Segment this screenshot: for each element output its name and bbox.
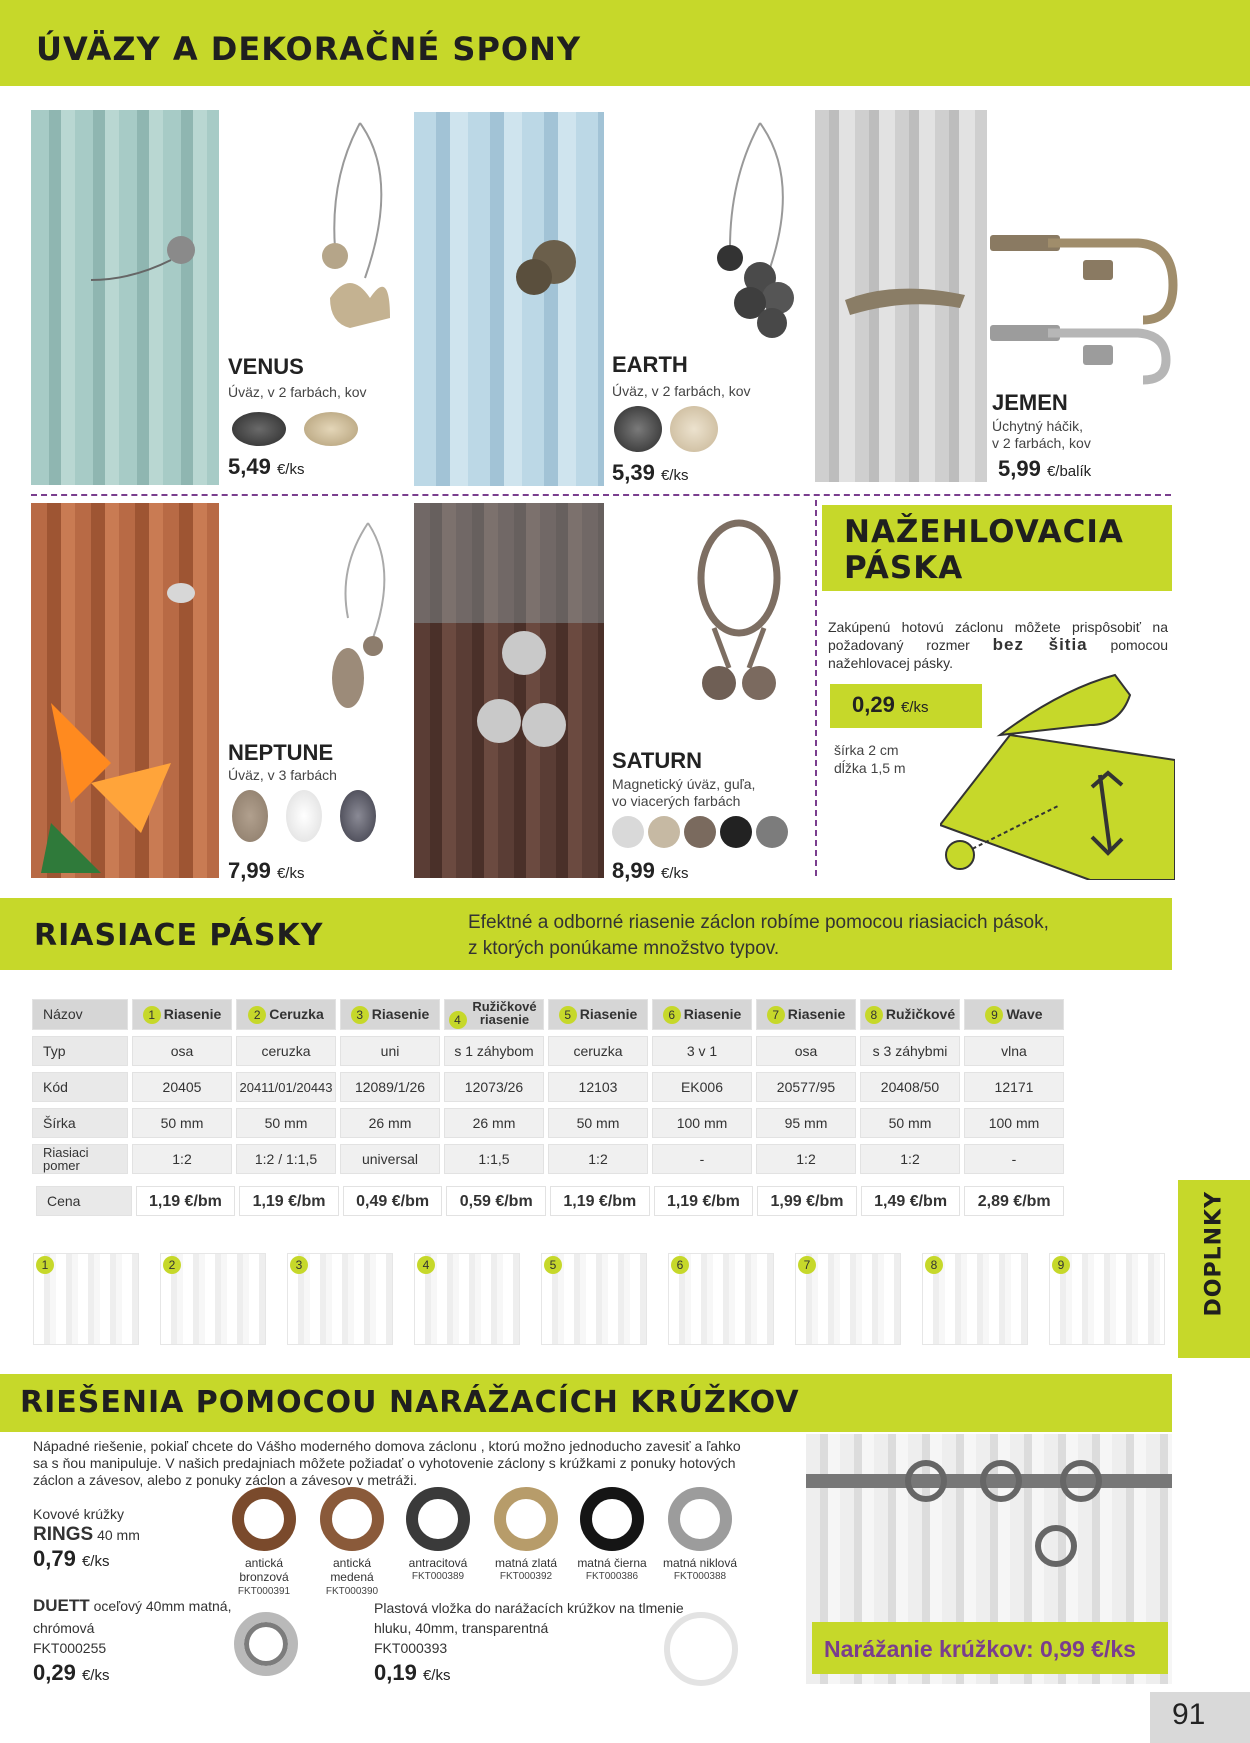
tape-sample-6: 6 — [668, 1253, 774, 1345]
saturn-swatch-2 — [648, 816, 680, 848]
table-cell: uni — [340, 1036, 440, 1066]
tape-name-5: 5 Riasenie — [548, 999, 648, 1030]
table-cell: 20405 — [132, 1072, 232, 1102]
tape-name-6: 6 Riasenie — [652, 999, 752, 1030]
table-cell: 50 mm — [132, 1108, 232, 1138]
table-cell: 1:2 — [756, 1144, 856, 1174]
tape-sample-3: 3 — [287, 1253, 393, 1345]
tapes-intro-2: z ktorých ponúkame množstvo typov. — [468, 938, 780, 959]
table-cell: 12103 — [548, 1072, 648, 1102]
divider-row1 — [31, 494, 1171, 496]
earth-swatch-dark — [614, 406, 662, 452]
table-row-names — [32, 999, 1064, 1030]
table-cell: 1:2 — [548, 1144, 648, 1174]
table-cell: vlna — [964, 1036, 1064, 1066]
duett-desc-2: chrómová — [33, 1620, 95, 1636]
venus-price: 5,49 €/ks — [228, 454, 305, 479]
row-label: Typ — [32, 1036, 128, 1066]
earth-desc: Úväz, v 2 farbách, kov — [612, 383, 751, 399]
venus-tieback-image — [290, 118, 410, 338]
venus-swatch-dark — [232, 412, 286, 446]
duett-name: DUETT oceľový 40mm matná, — [33, 1596, 232, 1615]
saturn-price: 8,99 €/ks — [612, 858, 689, 883]
ring-copper — [320, 1487, 384, 1551]
table-cell: s 3 záhybmi — [860, 1036, 960, 1066]
saturn-name: SATURN — [612, 748, 703, 773]
earth-curtain-photo — [414, 112, 604, 486]
table-cell: 20408/50 — [860, 1072, 960, 1102]
page-title: ÚVÄZY A DEKORAČNÉ SPONY — [36, 30, 582, 68]
earth-swatch-gold — [670, 406, 718, 452]
table-row-types — [32, 1036, 1064, 1066]
table-cell: 3 v 1 — [652, 1036, 752, 1066]
table-cell: 12171 — [964, 1072, 1064, 1102]
table-cell: 26 mm — [444, 1108, 544, 1138]
venus-curtain-photo — [31, 110, 219, 485]
row-label: Riasiaci pomer — [32, 1144, 128, 1174]
duett-price: 0,29 €/ks — [33, 1660, 110, 1685]
tape-name-4: 4Ružičkové riasenie — [444, 999, 544, 1030]
row-label: Kód — [32, 1072, 128, 1102]
rings-name: RINGS 40 mm — [33, 1524, 140, 1545]
table-cell: 1,19 €/bm — [136, 1186, 236, 1216]
ring-code-2: FKT000390 — [325, 1586, 379, 1597]
ring-code-3: FKT000389 — [411, 1571, 465, 1582]
table-cell: 1:2 / 1:1,5 — [236, 1144, 336, 1174]
ring-label-4: matná zlatá — [494, 1556, 558, 1570]
table-cell: 50 mm — [236, 1108, 336, 1138]
table-cell: - — [652, 1144, 752, 1174]
venus-swatch-gold — [304, 412, 358, 446]
table-cell: 2,89 €/bm — [964, 1186, 1064, 1216]
table-cell: 1,49 €/bm — [861, 1186, 961, 1216]
row-label: Šírka — [32, 1108, 128, 1138]
neptune-swatch-brown — [232, 790, 268, 842]
table-cell: 95 mm — [756, 1108, 856, 1138]
table-cell: osa — [132, 1036, 232, 1066]
table-cell: 1:1,5 — [444, 1144, 544, 1174]
table-cell: 100 mm — [964, 1108, 1064, 1138]
table-cell: 1,19 €/bm — [239, 1186, 339, 1216]
rings-intro-1: Nápadné riešenie, pokiaľ chcete do Vášho moderného domova záclonu , ktorú možno jednoducho zavesiť a ľahko — [33, 1438, 741, 1454]
ironing-title-2: PÁSKA — [844, 550, 964, 586]
row-label: Názov — [32, 999, 128, 1030]
ironing-width: šírka 2 cm — [834, 742, 899, 758]
tape-sample-4: 4 — [414, 1253, 520, 1345]
ring-code-5: FKT000386 — [585, 1571, 639, 1582]
saturn-swatch-3 — [684, 816, 716, 848]
earth-tieback-image — [700, 118, 810, 348]
table-cell: ceruzka — [236, 1036, 336, 1066]
insert-desc-2: hluku, 40mm, transparentná — [374, 1620, 549, 1636]
table-row-ratios — [32, 1144, 1064, 1174]
earth-price: 5,39 €/ks — [612, 460, 689, 485]
duett-ring — [234, 1612, 298, 1676]
ironing-title-1: NAŽEHLOVACIA — [844, 514, 1124, 550]
tape-sample-7: 7 — [795, 1253, 901, 1345]
insert-desc-1: Plastová vložka do narážacích krúžkov na tlmenie — [374, 1600, 684, 1616]
ring-label-1: antická bronzová — [239, 1556, 289, 1584]
ring-code-6: FKT000388 — [673, 1571, 727, 1582]
saturn-swatch-5 — [756, 816, 788, 848]
tapes-intro-1: Efektné a odborné riasenie záclon robíme pomocou riasiacich pások, — [468, 912, 1049, 933]
table-row-widths — [32, 1108, 1064, 1138]
tapes-table — [28, 993, 1068, 1210]
jemen-curtain-photo — [815, 110, 987, 482]
table-cell: universal — [340, 1144, 440, 1174]
table-cell: ceruzka — [548, 1036, 648, 1066]
rings-kovove: Kovové krúžky — [33, 1506, 125, 1522]
table-row-codes — [32, 1072, 1064, 1102]
table-cell: 0,49 €/bm — [343, 1186, 443, 1216]
saturn-curtain-photo — [414, 503, 604, 878]
earth-name: EARTH — [612, 352, 688, 377]
rings-price: 0,79 €/ks — [33, 1546, 110, 1571]
saturn-tieback-image — [684, 518, 794, 708]
neptune-name: NEPTUNE — [228, 740, 334, 765]
table-cell: 1:2 — [132, 1144, 232, 1174]
venus-desc: Úväz, v 2 farbách, kov — [228, 384, 367, 400]
table-cell: 12073/26 — [444, 1072, 544, 1102]
row-label: Cena — [36, 1186, 132, 1216]
tape-sample-1: 1 — [33, 1253, 139, 1345]
table-cell: - — [964, 1144, 1064, 1174]
tape-sample-8: 8 — [922, 1253, 1028, 1345]
table-cell: 1:2 — [860, 1144, 960, 1174]
table-cell: 1,19 €/bm — [654, 1186, 754, 1216]
neptune-curtain-photo — [31, 503, 219, 878]
ring-label-2: antická medená — [330, 1556, 374, 1584]
rings-title: RIEŠENIA POMOCOU NARÁŽACÍCH KRÚŽKOV — [20, 1385, 800, 1420]
neptune-price: 7,99 €/ks — [228, 858, 305, 883]
table-cell: 0,59 €/bm — [446, 1186, 546, 1216]
jemen-name: JEMEN — [992, 390, 1068, 415]
neptune-tieback-image — [318, 518, 418, 718]
rings-intro-3: záclon a závesov, alebo z ponuky záclon a závesov v metráži. — [33, 1472, 418, 1488]
table-cell: osa — [756, 1036, 856, 1066]
tape-sample-2: 2 — [160, 1253, 266, 1345]
table-cell: s 1 záhybom — [444, 1036, 544, 1066]
insert-price: 0,19 €/ks — [374, 1660, 451, 1685]
ironing-text: Zakúpenú hotovú záclonu môžete prispôsobiť na požadovaný rozmer bez šitia pomocou nažehlovacej pásky. — [828, 619, 1169, 671]
ironing-length: dĺžka 1,5 m — [834, 760, 906, 776]
venus-name: VENUS — [228, 354, 304, 379]
table-cell: 50 mm — [548, 1108, 648, 1138]
neptune-swatch-white — [286, 790, 322, 842]
ironing-price: 0,29 €/ks — [852, 692, 929, 717]
saturn-desc-1: Magnetický úväz, guľa, — [612, 776, 756, 792]
ring-label-6: matná niklová — [662, 1556, 738, 1570]
table-cell: 100 mm — [652, 1108, 752, 1138]
ironing-illustration — [940, 665, 1175, 880]
jemen-hook-image — [988, 225, 1183, 385]
insert-code: FKT000393 — [374, 1640, 448, 1656]
divider-vertical — [815, 500, 817, 876]
saturn-swatch-1 — [612, 816, 644, 848]
table-cell: 50 mm — [860, 1108, 960, 1138]
tape-name-3: 3 Riasenie — [340, 999, 440, 1030]
ring-bronze — [232, 1487, 296, 1551]
tape-name-2: 2 Ceruzka — [236, 999, 336, 1030]
ring-code-4: FKT000392 — [499, 1571, 553, 1582]
ring-code-1: FKT000391 — [237, 1586, 291, 1597]
jemen-price: 5,99 €/balík — [998, 456, 1092, 481]
ring-label-5: matná čierna — [577, 1556, 647, 1570]
table-cell: 1,99 €/bm — [757, 1186, 857, 1216]
ring-label-3: antracitová — [408, 1556, 468, 1570]
tape-name-9: 9 Wave — [964, 999, 1064, 1030]
ring-anthracite — [406, 1487, 470, 1551]
table-cell: 26 mm — [340, 1108, 440, 1138]
saturn-swatch-4 — [720, 816, 752, 848]
ring-black — [580, 1487, 644, 1551]
neptune-swatch-marble — [340, 790, 376, 842]
page-number: 91 — [1172, 1698, 1206, 1731]
table-cell: EK006 — [652, 1072, 752, 1102]
rings-banner-text: Narážanie krúžkov: 0,99 €/ks — [824, 1636, 1136, 1662]
jemen-desc-2: v 2 farbách, kov — [992, 435, 1091, 451]
table-cell: 20411/01/20443 — [236, 1072, 336, 1102]
saturn-desc-2: vo viacerých farbách — [612, 793, 741, 809]
ring-nickel — [668, 1487, 732, 1551]
tape-name-8: 8 Ružičkové — [860, 999, 960, 1030]
side-tab-label: DOPLNKY — [1201, 1191, 1227, 1317]
duett-code: FKT000255 — [33, 1640, 107, 1656]
tape-sample-9: 9 — [1049, 1253, 1165, 1345]
table-cell: 12089/1/26 — [340, 1072, 440, 1102]
tape-name-1: 1 Riasenie — [132, 999, 232, 1030]
table-cell: 20577/95 — [756, 1072, 856, 1102]
tapes-title: RIASIACE PÁSKY — [34, 918, 324, 953]
table-row-prices — [32, 1180, 1068, 1222]
tape-sample-5: 5 — [541, 1253, 647, 1345]
rings-intro-2: sa s ňou manipuluje. V našich predajniach môžete požiadať o vyhotovenie záclony s krúžkami z ponuky hotových — [33, 1455, 736, 1471]
neptune-desc: Úväz, v 3 farbách — [228, 767, 337, 783]
table-cell: 1,19 €/bm — [550, 1186, 650, 1216]
insert-ring — [664, 1612, 738, 1686]
jemen-desc-1: Úchytný háčik, — [992, 418, 1084, 434]
tape-name-7: 7 Riasenie — [756, 999, 856, 1030]
ring-gold — [494, 1487, 558, 1551]
